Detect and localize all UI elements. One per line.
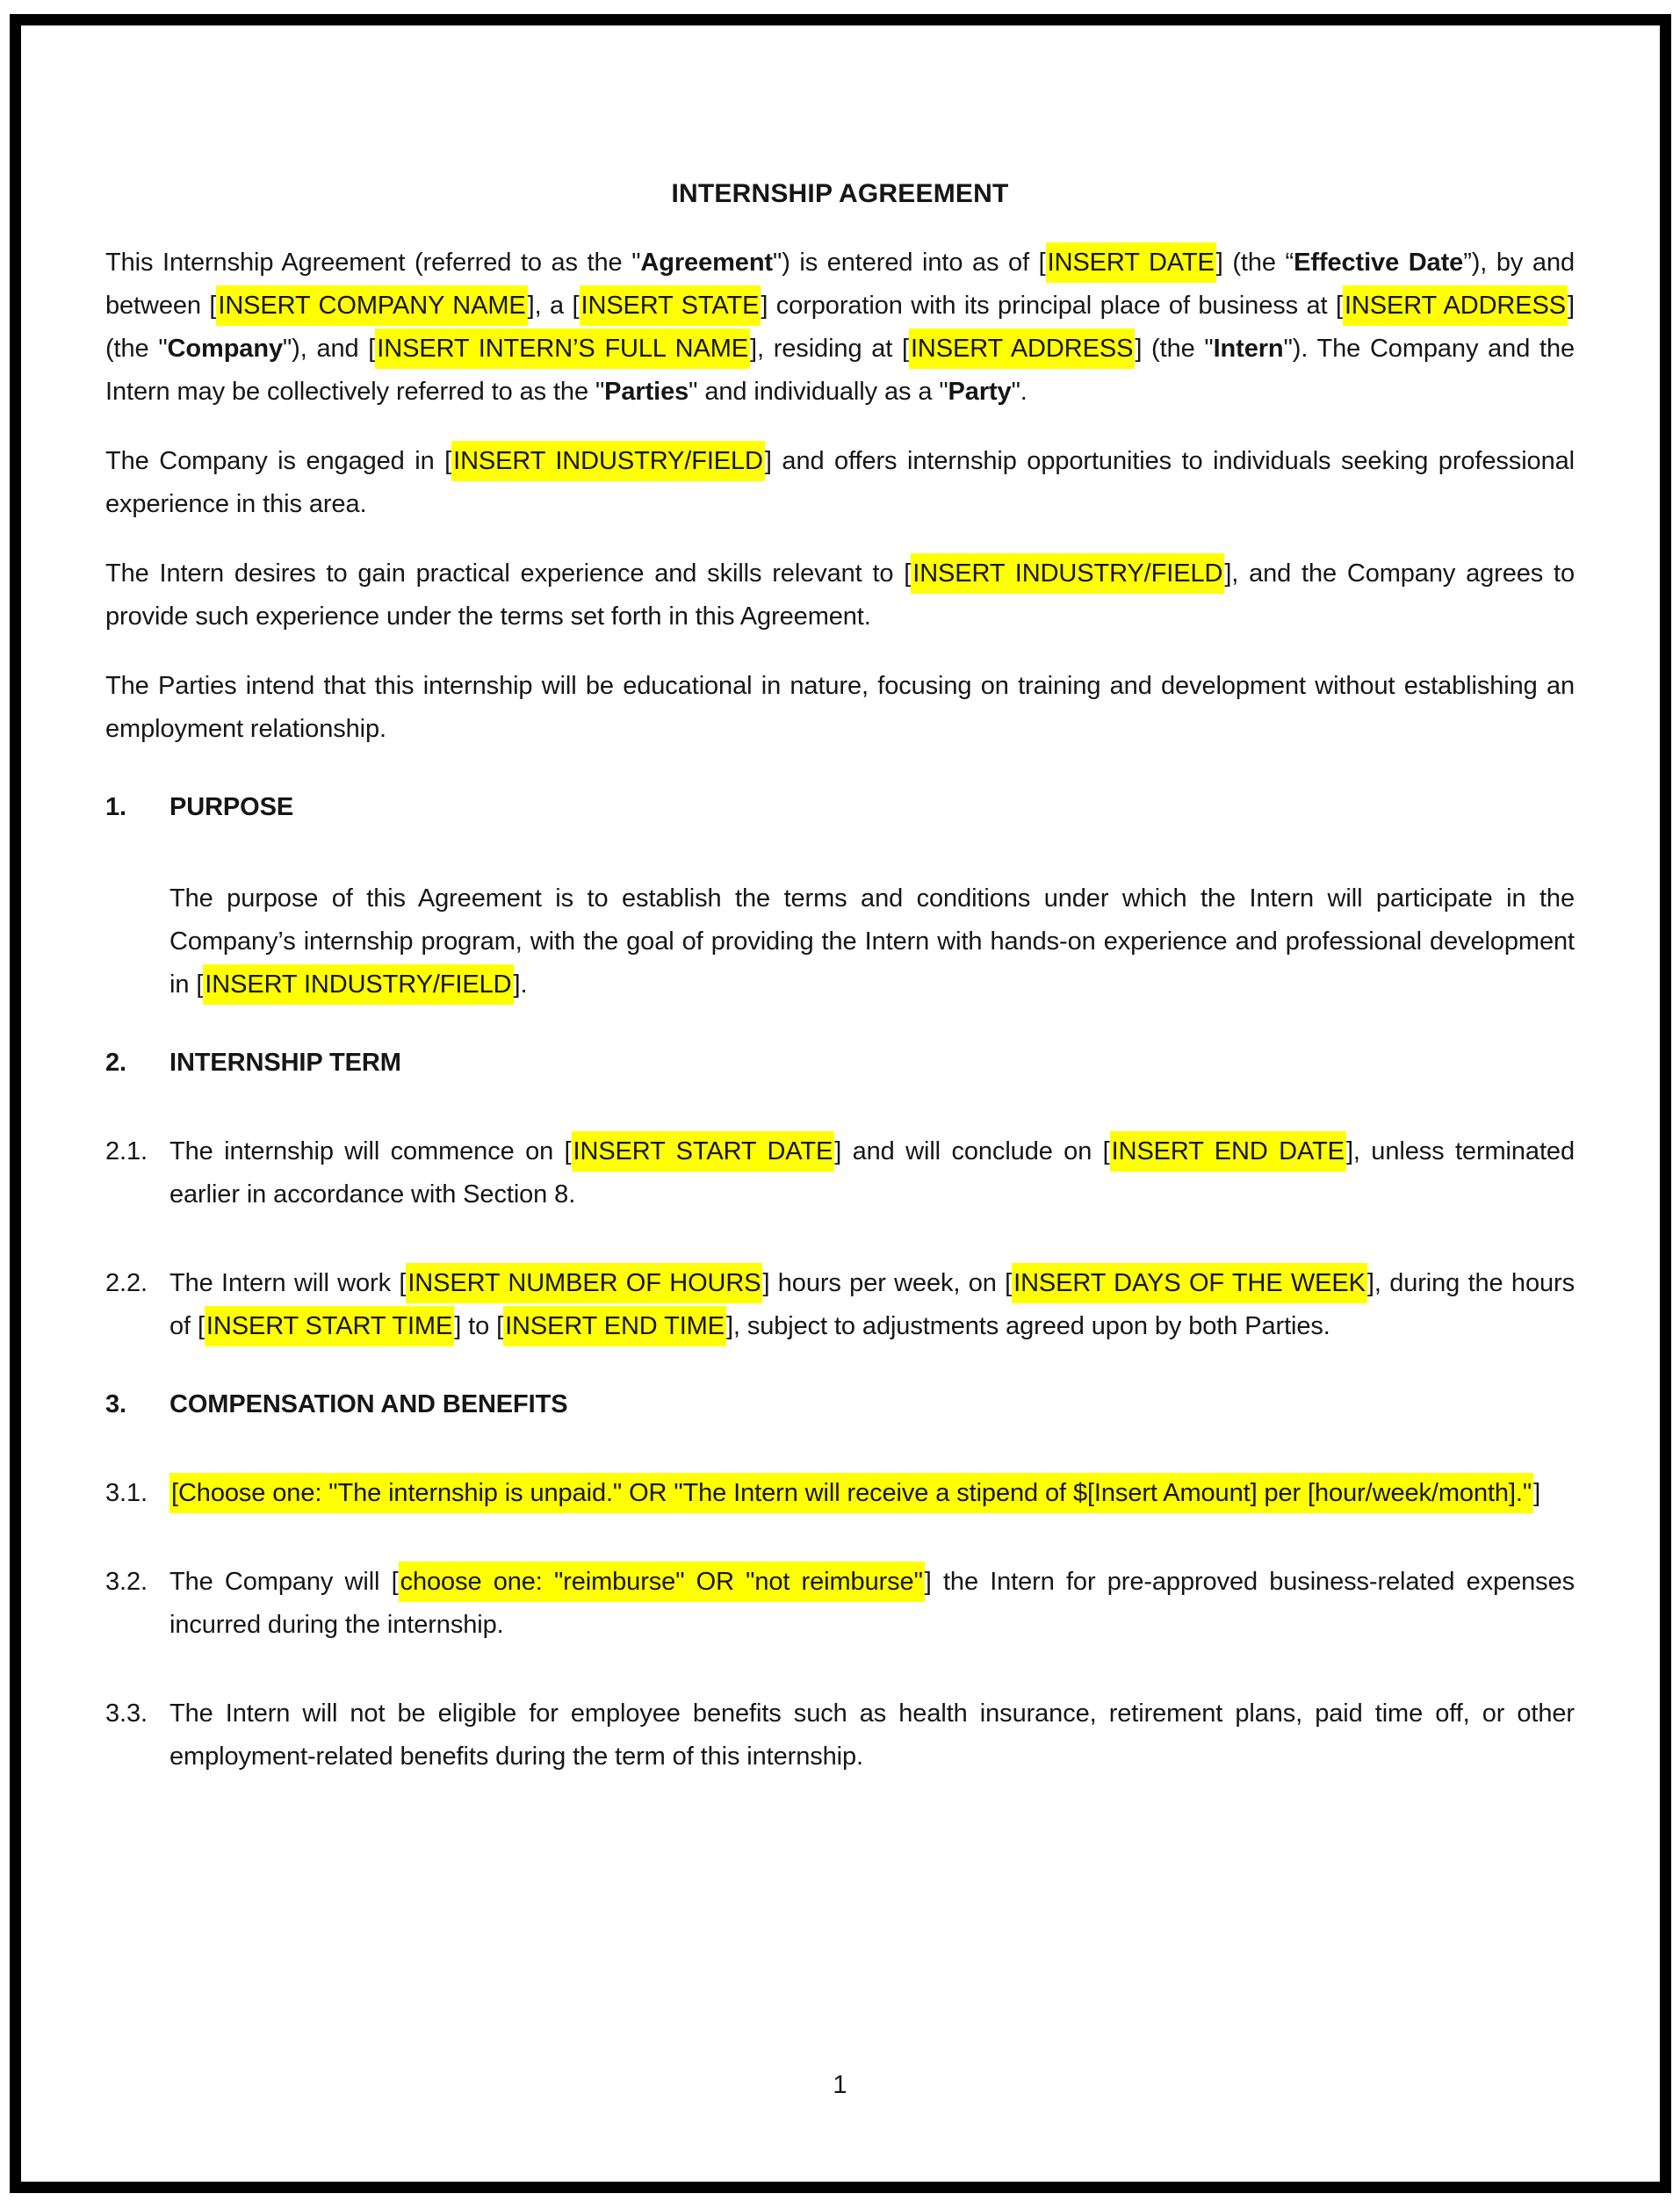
- page-number: 1: [833, 2071, 847, 2099]
- placeholder-highlight: INSERT ADDRESS: [909, 328, 1135, 369]
- text-run: "), and [: [282, 335, 376, 363]
- text-run: ], and the Company agrees to provide such experience under the terms set forth in this Agreement.: [105, 559, 1575, 631]
- text-run: ], during the hours of [: [169, 1269, 1575, 1340]
- paragraph: [105, 665, 1575, 751]
- text-run: Company: [167, 335, 283, 363]
- text-run: Effective Date: [1294, 249, 1464, 277]
- placeholder-highlight: INSERT INDUSTRY/FIELD: [203, 964, 513, 1005]
- placeholder-highlight: INSERT NUMBER OF HOURS: [406, 1263, 762, 1303]
- text-run: Agreement: [640, 249, 773, 277]
- text-run: ] to [: [454, 1312, 504, 1340]
- text-run: ] (the “: [1215, 249, 1294, 277]
- numbered-clause: [105, 1561, 1575, 1647]
- text-run: Party: [948, 378, 1012, 406]
- placeholder-highlight: INSERT DAYS OF THE WEEK: [1012, 1263, 1367, 1303]
- text-run: The Intern desires to gain practical experience and skills relevant to [: [105, 559, 912, 588]
- placeholder-highlight: INSERT DATE: [1046, 242, 1216, 283]
- section-heading-label: INTERNSHIP TERM: [169, 1049, 401, 1077]
- clause-number: 3.2.: [105, 1568, 148, 1596]
- clause-number: 3.3.: [105, 1699, 148, 1728]
- placeholder-highlight: INSERT START DATE: [572, 1131, 835, 1172]
- section-heading: [105, 786, 1575, 829]
- document-title: INTERNSHIP AGREEMENT: [671, 179, 1009, 208]
- text-run: ] (the ": [1135, 335, 1214, 363]
- section-number: 1.: [105, 793, 126, 821]
- text-run: ].: [513, 971, 528, 999]
- clause-text: [169, 1561, 1575, 1647]
- placeholder-highlight: choose one: "reimburse" OR "not reimburse": [399, 1562, 925, 1602]
- text-run: The Company is engaged in [: [105, 447, 452, 475]
- text-run: This Internship Agreement (referred to as the ": [105, 249, 641, 277]
- text-run: Intern: [1213, 335, 1284, 363]
- placeholder-highlight: INSERT INDUSTRY/FIELD: [451, 441, 765, 481]
- clause-text: [169, 1472, 1575, 1515]
- placeholder-highlight: INSERT COMPANY NAME: [216, 285, 527, 326]
- numbered-clause: [105, 1472, 1575, 1515]
- paragraph: [105, 552, 1575, 639]
- text-run: ”), by and between [: [105, 249, 1575, 320]
- text-run: ], a [: [527, 292, 580, 320]
- placeholder-highlight: INSERT START TIME: [205, 1306, 454, 1346]
- clause-number: 2.2.: [105, 1269, 148, 1297]
- text-run: Parties: [604, 378, 689, 406]
- placeholder-highlight: INSERT INTERN’S FULL NAME: [375, 328, 750, 369]
- placeholder-highlight: INSERT STATE: [580, 285, 761, 326]
- placeholder-highlight: [Choose one: "The internship is unpaid." OR "The Intern will receive a stipend of $[Insert Amount] per [hour/week/month].": [169, 1473, 1533, 1513]
- clause-paragraph: [169, 877, 1575, 1007]
- text-run: "). The Company and the Intern may be collectively referred to as the ": [105, 335, 1575, 406]
- document-content: [105, 0, 1575, 1779]
- paragraph: [105, 440, 1575, 526]
- section-heading-label: COMPENSATION AND BENEFITS: [169, 1390, 568, 1418]
- text-run: The Intern will work [: [169, 1269, 407, 1297]
- placeholder-highlight: INSERT END DATE: [1110, 1131, 1346, 1172]
- text-run: The Parties intend that this internship will be educational in nature, focusing on training and development without establishing an employment relationship.: [105, 672, 1575, 743]
- numbered-clause: [105, 1692, 1575, 1779]
- placeholder-highlight: INSERT END TIME: [503, 1306, 726, 1346]
- section-heading: [105, 1042, 1575, 1085]
- text-run: ] and offers internship opportunities to individuals seeking professional experience in this area.: [105, 447, 1575, 518]
- text-run: ], residing at [: [750, 335, 909, 363]
- text-run: ] hours per week, on [: [762, 1269, 1013, 1297]
- section-number: 2.: [105, 1049, 126, 1077]
- clause-number: 3.1.: [105, 1479, 148, 1507]
- text-run: ] and will conclude on [: [834, 1137, 1110, 1165]
- section-number: 3.: [105, 1390, 126, 1418]
- section-heading: [105, 1383, 1575, 1426]
- document-body: [105, 242, 1575, 1779]
- clause-text: [169, 1130, 1575, 1216]
- text-run: ] (the ": [105, 292, 1575, 363]
- paragraph: [105, 242, 1575, 414]
- text-run: The purpose of this Agreement is to establish the terms and conditions under which the Intern will participate in the Company’s internship program, with the goal of providing the Intern with hands-on experience and professional development in [: [169, 884, 1575, 999]
- text-run: ") is entered into as of [: [773, 249, 1046, 277]
- text-run: ]: [1533, 1479, 1541, 1507]
- clause-text: [169, 1692, 1575, 1779]
- clause-text: [169, 1262, 1575, 1348]
- text-run: ] the Intern for pre-approved business-related expenses incurred during the internship.: [169, 1568, 1575, 1639]
- clause-number: 2.1.: [105, 1137, 148, 1165]
- text-run: ".: [1011, 378, 1027, 406]
- placeholder-highlight: INSERT INDUSTRY/FIELD: [911, 553, 1224, 594]
- section-heading-label: PURPOSE: [169, 793, 294, 821]
- placeholder-highlight: INSERT ADDRESS: [1343, 285, 1568, 326]
- text-run: " and individually as a ": [689, 378, 948, 406]
- text-run: The Company will [: [169, 1568, 399, 1596]
- numbered-clause: [105, 1130, 1575, 1216]
- text-run: ], unless terminated earlier in accordance with Section 8.: [169, 1137, 1575, 1209]
- text-run: The internship will commence on [: [169, 1137, 572, 1165]
- text-run: ] corporation with its principal place of business at [: [761, 292, 1343, 320]
- text-run: ], subject to adjustments agreed upon by both Parties.: [725, 1312, 1330, 1340]
- text-run: The Intern will not be eligible for employee benefits such as health insurance, retirement plans, paid time off, or other employment-related benefits during the term of this internship.: [169, 1699, 1575, 1771]
- numbered-clause: [105, 1262, 1575, 1348]
